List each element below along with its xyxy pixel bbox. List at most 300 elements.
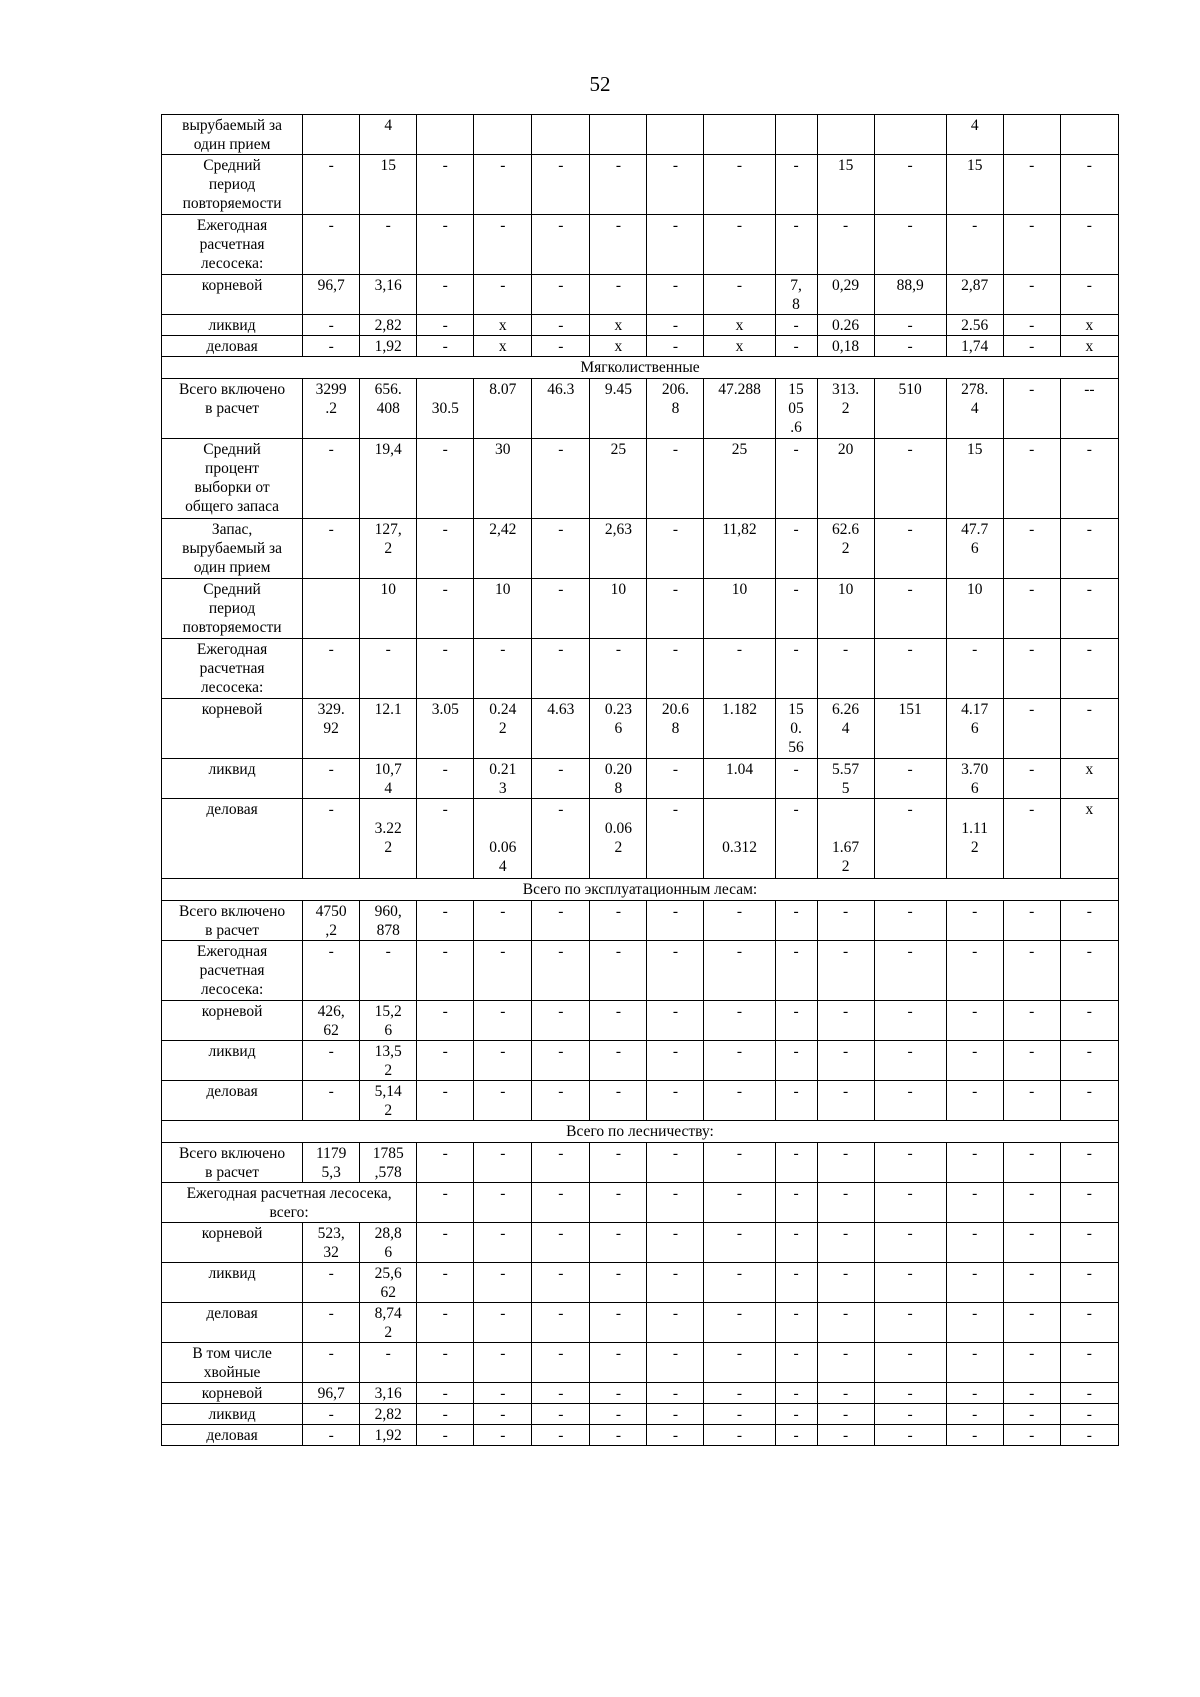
table-cell: - bbox=[874, 1041, 946, 1081]
table-row bbox=[162, 336, 1119, 357]
table-cell bbox=[647, 115, 704, 155]
table-cell: - bbox=[532, 336, 590, 357]
table-cell: 127, 2 bbox=[360, 519, 417, 579]
table-cell: 426, 62 bbox=[303, 1001, 360, 1041]
table-cell: 1,74 bbox=[946, 336, 1003, 357]
table-cell bbox=[303, 579, 360, 639]
table-cell: - bbox=[1060, 1383, 1118, 1404]
row-label: ликвид bbox=[162, 1263, 303, 1303]
table-cell: - bbox=[590, 1383, 647, 1404]
table-cell: - bbox=[417, 1041, 474, 1081]
table-cell: - bbox=[874, 941, 946, 1001]
table-cell: 8,74 2 bbox=[360, 1303, 417, 1343]
row-label: Средний период повторяемости bbox=[162, 579, 303, 639]
table-cell: - bbox=[532, 1041, 590, 1081]
table-cell: 25,6 62 bbox=[360, 1263, 417, 1303]
table-cell bbox=[474, 115, 532, 155]
table-cell: - bbox=[417, 275, 474, 315]
table-cell: - bbox=[775, 1041, 817, 1081]
table-cell: - bbox=[775, 1383, 817, 1404]
table-cell: - bbox=[417, 1081, 474, 1121]
table-cell: - bbox=[417, 1001, 474, 1041]
table-cell: - bbox=[874, 439, 946, 519]
table-cell: - bbox=[532, 519, 590, 579]
table-cell: - bbox=[303, 215, 360, 275]
table-cell: - bbox=[775, 336, 817, 357]
table-row bbox=[162, 901, 1119, 941]
table-cell: - bbox=[647, 1343, 704, 1383]
table-cell: - bbox=[1003, 1425, 1060, 1446]
table-cell: - bbox=[775, 1143, 817, 1183]
table-cell: 25 bbox=[590, 439, 647, 519]
table-cell: - bbox=[817, 1001, 874, 1041]
table-cell: - bbox=[1003, 901, 1060, 941]
table-cell: -- bbox=[1060, 379, 1118, 439]
table-cell: - bbox=[775, 1183, 817, 1223]
table-cell: - bbox=[417, 1425, 474, 1446]
table-row bbox=[162, 315, 1119, 336]
table-row bbox=[162, 699, 1119, 759]
table-cell: 313. 2 bbox=[817, 379, 874, 439]
table-cell: - bbox=[474, 1081, 532, 1121]
table-cell: - bbox=[647, 1383, 704, 1404]
table-cell: - bbox=[532, 941, 590, 1001]
table-cell: - bbox=[647, 519, 704, 579]
row-label: Средний процент выборки от общего запаса bbox=[162, 439, 303, 519]
table-cell: - bbox=[474, 1343, 532, 1383]
table-cell: - bbox=[1003, 1041, 1060, 1081]
table-cell: 1.11 2 bbox=[946, 799, 1003, 879]
table-cell: - bbox=[647, 336, 704, 357]
table-cell: - bbox=[704, 215, 775, 275]
table-cell: - bbox=[874, 1001, 946, 1041]
table-cell: - bbox=[1060, 519, 1118, 579]
table-cell: - bbox=[360, 941, 417, 1001]
table-row bbox=[162, 759, 1119, 799]
table-cell bbox=[303, 115, 360, 155]
table-row bbox=[162, 1041, 1119, 1081]
table-cell: - bbox=[590, 1081, 647, 1121]
table-cell: 523, 32 bbox=[303, 1223, 360, 1263]
table-cell: - bbox=[532, 1263, 590, 1303]
table-cell: - bbox=[303, 1303, 360, 1343]
table-cell: - bbox=[417, 315, 474, 336]
table-cell: - bbox=[417, 519, 474, 579]
table-cell: - bbox=[647, 1263, 704, 1303]
table-cell: 1.67 2 bbox=[817, 799, 874, 879]
table-cell: - bbox=[874, 155, 946, 215]
table-cell: - bbox=[1003, 579, 1060, 639]
row-label: корневой bbox=[162, 275, 303, 315]
table-cell: - bbox=[590, 1425, 647, 1446]
table-cell: - bbox=[775, 799, 817, 879]
table-cell: х bbox=[704, 315, 775, 336]
table-cell: 15 bbox=[946, 155, 1003, 215]
table-cell: 10 bbox=[474, 579, 532, 639]
table-cell: х bbox=[474, 315, 532, 336]
table-cell: - bbox=[532, 901, 590, 941]
table-row bbox=[162, 1081, 1119, 1121]
table-cell: - bbox=[417, 1383, 474, 1404]
table-cell: - bbox=[1060, 1081, 1118, 1121]
table-cell: - bbox=[704, 1263, 775, 1303]
table-cell: - bbox=[775, 519, 817, 579]
table-cell: - bbox=[474, 1041, 532, 1081]
table-cell: 15,2 6 bbox=[360, 1001, 417, 1041]
table-cell: - bbox=[647, 941, 704, 1001]
table-row bbox=[162, 1183, 1119, 1223]
table-cell: 4.17 6 bbox=[946, 699, 1003, 759]
table-cell: 278. 4 bbox=[946, 379, 1003, 439]
table-cell: - bbox=[817, 215, 874, 275]
row-label: ликвид bbox=[162, 1041, 303, 1081]
table-cell: 1,92 bbox=[360, 1425, 417, 1446]
table-cell: - bbox=[1003, 155, 1060, 215]
table-cell: - bbox=[590, 215, 647, 275]
table-cell: 47.288 bbox=[704, 379, 775, 439]
table-cell: - bbox=[1060, 215, 1118, 275]
table-cell: 4750 ,2 bbox=[303, 901, 360, 941]
table-cell: - bbox=[817, 941, 874, 1001]
table-cell: - bbox=[1003, 799, 1060, 879]
table-cell: 4 bbox=[946, 115, 1003, 155]
table-cell: - bbox=[474, 1303, 532, 1343]
table-cell: - bbox=[775, 315, 817, 336]
table-cell: - bbox=[532, 1081, 590, 1121]
table-cell: - bbox=[417, 759, 474, 799]
table-cell: - bbox=[647, 439, 704, 519]
table-cell: - bbox=[775, 155, 817, 215]
table-cell: - bbox=[1003, 336, 1060, 357]
table-cell bbox=[1003, 115, 1060, 155]
table-cell: - bbox=[817, 1143, 874, 1183]
table-cell: 15 bbox=[946, 439, 1003, 519]
table-cell: - bbox=[417, 901, 474, 941]
table-cell: - bbox=[946, 1425, 1003, 1446]
table-cell: - bbox=[303, 1263, 360, 1303]
table-row bbox=[162, 1223, 1119, 1263]
table-cell: - bbox=[946, 215, 1003, 275]
table-cell: - bbox=[817, 1223, 874, 1263]
table-cell: - bbox=[1003, 699, 1060, 759]
table-cell: - bbox=[874, 1343, 946, 1383]
table-cell: - bbox=[417, 336, 474, 357]
table-cell: - bbox=[1003, 1001, 1060, 1041]
table-cell: - bbox=[647, 1081, 704, 1121]
table-cell: - bbox=[946, 1183, 1003, 1223]
table-cell: 151 bbox=[874, 699, 946, 759]
table-cell: - bbox=[775, 1303, 817, 1343]
table-cell: 25 bbox=[704, 439, 775, 519]
table-cell: - bbox=[1003, 941, 1060, 1001]
table-cell: - bbox=[1003, 1183, 1060, 1223]
table-row bbox=[162, 1001, 1119, 1041]
table-cell: 0.24 2 bbox=[474, 699, 532, 759]
table-row bbox=[162, 275, 1119, 315]
table-cell: 656. 408 bbox=[360, 379, 417, 439]
table-cell: 15 0. 56 bbox=[775, 699, 817, 759]
table-cell: - bbox=[704, 1223, 775, 1263]
table-cell: 0.312 bbox=[704, 799, 775, 879]
table-row bbox=[162, 1303, 1119, 1343]
table-cell: 0.06 2 bbox=[590, 799, 647, 879]
table-cell bbox=[1060, 115, 1118, 155]
section-row bbox=[162, 879, 1119, 901]
table-cell: - bbox=[647, 275, 704, 315]
table-cell: - bbox=[874, 901, 946, 941]
table-cell: - bbox=[532, 1001, 590, 1041]
table-cell: - bbox=[474, 275, 532, 315]
table-cell: 206. 8 bbox=[647, 379, 704, 439]
table-cell: 13,5 2 bbox=[360, 1041, 417, 1081]
table-cell: - bbox=[704, 155, 775, 215]
table-cell: - bbox=[647, 215, 704, 275]
table-cell: - bbox=[775, 439, 817, 519]
table-cell: - bbox=[775, 941, 817, 1001]
table-cell bbox=[775, 115, 817, 155]
table-cell: - bbox=[647, 315, 704, 336]
row-label: Всего включено в расчет bbox=[162, 379, 303, 439]
table-cell: - bbox=[1060, 941, 1118, 1001]
table-cell: - bbox=[946, 1001, 1003, 1041]
row-label: ликвид bbox=[162, 1404, 303, 1425]
table-cell: х bbox=[1060, 336, 1118, 357]
table-cell: - bbox=[1003, 519, 1060, 579]
table-cell: - bbox=[1060, 1223, 1118, 1263]
table-cell: - bbox=[1003, 639, 1060, 699]
table-cell: - bbox=[532, 275, 590, 315]
table-cell: 329. 92 bbox=[303, 699, 360, 759]
table-cell: - bbox=[532, 759, 590, 799]
table-row bbox=[162, 1404, 1119, 1425]
row-label: Ежегодная расчетная лесосека: bbox=[162, 639, 303, 699]
table-cell: - bbox=[590, 1001, 647, 1041]
table-cell: 2,82 bbox=[360, 1404, 417, 1425]
table-cell: - bbox=[417, 1183, 474, 1223]
table-cell: 4.63 bbox=[532, 699, 590, 759]
table-cell: 10 bbox=[360, 579, 417, 639]
table-cell: 1.04 bbox=[704, 759, 775, 799]
table-cell: - bbox=[532, 1143, 590, 1183]
table-cell: - bbox=[590, 1223, 647, 1263]
table-cell: - bbox=[874, 1383, 946, 1404]
table-cell: - bbox=[1003, 315, 1060, 336]
row-label: деловая bbox=[162, 1303, 303, 1343]
table-cell: - bbox=[1060, 1263, 1118, 1303]
table-cell: - bbox=[417, 1404, 474, 1425]
table-cell: - bbox=[1003, 1143, 1060, 1183]
table-cell bbox=[817, 115, 874, 155]
table-cell: - bbox=[417, 155, 474, 215]
table-cell: - bbox=[532, 1343, 590, 1383]
table-cell: 3,16 bbox=[360, 275, 417, 315]
table-cell: - bbox=[532, 579, 590, 639]
table-cell: - bbox=[532, 1425, 590, 1446]
table-cell: 9.45 bbox=[590, 379, 647, 439]
table-cell: - bbox=[474, 1425, 532, 1446]
table-cell: - bbox=[647, 759, 704, 799]
table-cell: - bbox=[946, 1343, 1003, 1383]
table-cell: 15 05 .6 bbox=[775, 379, 817, 439]
table-cell: 2,42 bbox=[474, 519, 532, 579]
table-cell: - bbox=[417, 215, 474, 275]
table-cell: - bbox=[704, 1041, 775, 1081]
table-cell: - bbox=[474, 1263, 532, 1303]
table-cell: 2,87 bbox=[946, 275, 1003, 315]
table-cell: - bbox=[1060, 1183, 1118, 1223]
table-cell: 96,7 bbox=[303, 275, 360, 315]
table-cell: - bbox=[647, 1223, 704, 1263]
table-cell: 960, 878 bbox=[360, 901, 417, 941]
row-label: деловая bbox=[162, 1081, 303, 1121]
table-cell: - bbox=[1003, 1263, 1060, 1303]
table-cell: - bbox=[474, 901, 532, 941]
table-cell: - bbox=[303, 941, 360, 1001]
table-cell: - bbox=[704, 1383, 775, 1404]
table-cell: - bbox=[1060, 275, 1118, 315]
table-cell: - bbox=[704, 1343, 775, 1383]
table-cell: 1,92 bbox=[360, 336, 417, 357]
table-cell: - bbox=[590, 941, 647, 1001]
table-cell: 5,14 2 bbox=[360, 1081, 417, 1121]
table-cell: - bbox=[1003, 275, 1060, 315]
table-cell: - bbox=[360, 215, 417, 275]
table-cell: 2.56 bbox=[946, 315, 1003, 336]
table-cell: - bbox=[417, 799, 474, 879]
table-cell: - bbox=[775, 1425, 817, 1446]
table-cell: - bbox=[874, 519, 946, 579]
table-cell: 5.57 5 bbox=[817, 759, 874, 799]
section-title: Мягколиственные bbox=[162, 357, 1119, 379]
table-cell bbox=[704, 115, 775, 155]
table-cell: 6.26 4 bbox=[817, 699, 874, 759]
section-row bbox=[162, 357, 1119, 379]
table-cell: - bbox=[946, 1081, 1003, 1121]
table-row bbox=[162, 379, 1119, 439]
table-cell: - bbox=[946, 1143, 1003, 1183]
table-cell: - bbox=[303, 1041, 360, 1081]
table-cell: - bbox=[874, 799, 946, 879]
table-cell: - bbox=[1003, 215, 1060, 275]
table-cell: - bbox=[1060, 901, 1118, 941]
table-cell: - bbox=[590, 639, 647, 699]
table-cell: - bbox=[946, 1404, 1003, 1425]
table-cell: - bbox=[590, 1343, 647, 1383]
table-cell: - bbox=[474, 1143, 532, 1183]
table-row bbox=[162, 799, 1119, 879]
table-cell: 11,82 bbox=[704, 519, 775, 579]
table-cell: - bbox=[417, 1263, 474, 1303]
table-cell: 0.26 bbox=[817, 315, 874, 336]
table-cell: - bbox=[775, 215, 817, 275]
table-cell: 15 bbox=[360, 155, 417, 215]
table-cell: - bbox=[704, 1303, 775, 1343]
table-cell: - bbox=[474, 215, 532, 275]
table-cell: - bbox=[474, 1383, 532, 1404]
table-cell: - bbox=[874, 639, 946, 699]
table-cell: - bbox=[817, 1303, 874, 1343]
table-cell: - bbox=[817, 901, 874, 941]
table-cell: 0.21 3 bbox=[474, 759, 532, 799]
table-cell: - bbox=[417, 1303, 474, 1343]
row-label: Всего включено в расчет bbox=[162, 1143, 303, 1183]
table-row bbox=[162, 439, 1119, 519]
table-row bbox=[162, 1343, 1119, 1383]
table-cell: 96,7 bbox=[303, 1383, 360, 1404]
table-cell: - bbox=[874, 579, 946, 639]
table-cell: - bbox=[647, 1303, 704, 1343]
table-cell: х bbox=[474, 336, 532, 357]
table-cell: - bbox=[303, 639, 360, 699]
table-cell: - bbox=[874, 315, 946, 336]
table-cell: - bbox=[532, 155, 590, 215]
table-cell: - bbox=[817, 1404, 874, 1425]
table-cell: - bbox=[775, 901, 817, 941]
row-label: Ежегодная расчетная лесосека, всего: bbox=[162, 1183, 417, 1223]
section-row bbox=[162, 1121, 1119, 1143]
table-cell: - bbox=[647, 1001, 704, 1041]
table-cell: - bbox=[817, 639, 874, 699]
row-label: ликвид bbox=[162, 315, 303, 336]
table-cell: 10 bbox=[704, 579, 775, 639]
table-row bbox=[162, 941, 1119, 1001]
harvest-table bbox=[161, 114, 1119, 1446]
table-cell: - bbox=[704, 901, 775, 941]
table-cell: - bbox=[303, 519, 360, 579]
table-cell: 0.20 8 bbox=[590, 759, 647, 799]
row-label: ликвид bbox=[162, 759, 303, 799]
table-cell: - bbox=[817, 1343, 874, 1383]
table-cell: - bbox=[1060, 1303, 1118, 1343]
table-cell: - bbox=[360, 1343, 417, 1383]
table-cell: - bbox=[874, 1404, 946, 1425]
table-cell: - bbox=[532, 1383, 590, 1404]
table-cell: - bbox=[775, 1343, 817, 1383]
table-cell: - bbox=[590, 901, 647, 941]
table-row bbox=[162, 1143, 1119, 1183]
table-cell: - bbox=[1003, 1081, 1060, 1121]
table-cell: - bbox=[303, 315, 360, 336]
table-cell: - bbox=[532, 799, 590, 879]
table-cell: - bbox=[704, 275, 775, 315]
table-cell: - bbox=[946, 1303, 1003, 1343]
table-cell: - bbox=[417, 941, 474, 1001]
table-cell: 46.3 bbox=[532, 379, 590, 439]
table-row bbox=[162, 215, 1119, 275]
table-cell: - bbox=[874, 1303, 946, 1343]
table-row bbox=[162, 115, 1119, 155]
table-row bbox=[162, 519, 1119, 579]
table-cell: - bbox=[874, 1263, 946, 1303]
table-cell: - bbox=[817, 1041, 874, 1081]
table-cell: - bbox=[874, 1143, 946, 1183]
table-cell: 8.07 bbox=[474, 379, 532, 439]
table-cell: - bbox=[532, 439, 590, 519]
table-cell: 3.22 2 bbox=[360, 799, 417, 879]
table-cell: - bbox=[303, 759, 360, 799]
table-cell: - bbox=[417, 639, 474, 699]
table-cell: 10,7 4 bbox=[360, 759, 417, 799]
table-cell: - bbox=[590, 1183, 647, 1223]
table-cell: - bbox=[474, 1223, 532, 1263]
table-row bbox=[162, 1425, 1119, 1446]
table-cell: 10 bbox=[946, 579, 1003, 639]
table-cell: - bbox=[1003, 1223, 1060, 1263]
table-cell: - bbox=[946, 1041, 1003, 1081]
table-cell: 0,29 bbox=[817, 275, 874, 315]
table-cell: 0.23 6 bbox=[590, 699, 647, 759]
table-cell: - bbox=[817, 1183, 874, 1223]
